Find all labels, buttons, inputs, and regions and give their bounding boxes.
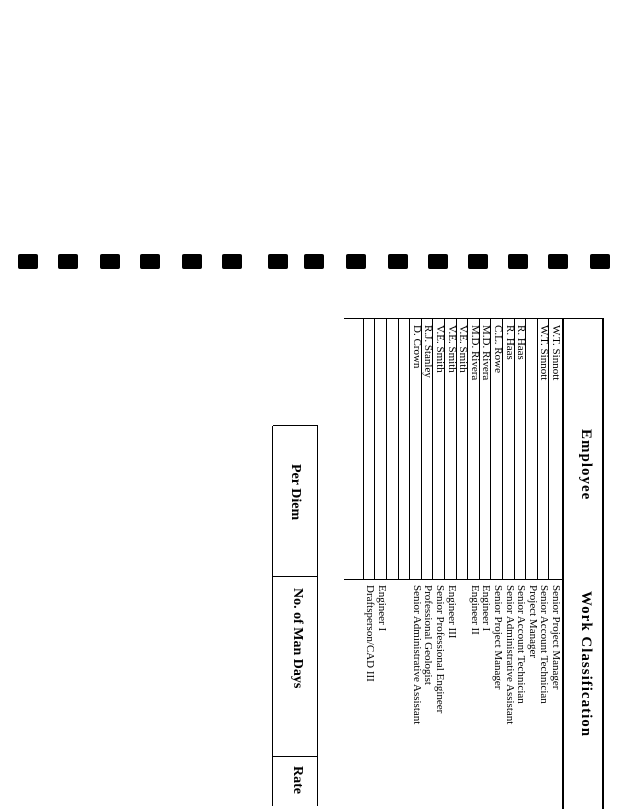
work-classification: Engineer I: [376, 585, 388, 632]
table-row: [456, 319, 470, 809]
employee-name: V.E. Smith: [434, 325, 446, 373]
header-man-days: No. of Man Days: [290, 588, 305, 689]
employee-name: M.D. Rivera: [468, 325, 481, 381]
work-classification: Draftsperson/CAD III: [364, 585, 377, 682]
table-row: [526, 319, 537, 809]
per-diem-divider: [273, 576, 317, 577]
row-rule: [374, 319, 375, 579]
employee-name: V.E. Smith: [457, 325, 470, 373]
employee-name: W.T. Sinnott: [550, 325, 562, 381]
row-rule: [363, 319, 364, 579]
table-row: [445, 319, 456, 809]
table-header: [562, 319, 602, 809]
work-classification: Senior Account Technician: [538, 585, 551, 704]
table-row: [398, 319, 409, 809]
header-work-classification: Work Classification: [578, 591, 594, 738]
work-classification: Senior Account Technician: [515, 585, 528, 704]
table-row: [537, 319, 551, 809]
per-diem-bottom-rule: [272, 426, 273, 806]
table-row: [549, 319, 560, 809]
table-row: [503, 319, 514, 809]
work-classification: Engineer II: [468, 585, 481, 635]
employee-name: R. Haas: [515, 325, 528, 360]
per-diem-table: [273, 425, 318, 806]
row-rule: [409, 319, 410, 579]
work-classification: Engineer I: [480, 585, 493, 632]
work-classification: Engineer III: [445, 585, 458, 639]
table-row: [410, 319, 421, 809]
employee-name: R. Haas: [503, 325, 516, 360]
work-classification: Senior Administrative Assistant: [503, 585, 516, 725]
table-row: [514, 319, 528, 809]
employee-name: D. Crown: [410, 325, 423, 369]
header-employee: Employee: [578, 429, 594, 501]
per-diem-divider: [273, 756, 317, 757]
table-row: [433, 319, 444, 809]
table-row: [375, 319, 386, 809]
table-row: [363, 319, 377, 809]
table-row: [387, 319, 398, 809]
table-row: [421, 319, 435, 809]
per-diem-title: Per Diem: [288, 464, 303, 521]
employee-name: V.E. Smith: [445, 325, 458, 373]
employee-name: W.T. Sinnott: [538, 325, 551, 381]
employee-name: M.D. Rivera: [480, 325, 493, 381]
employee-name: R.J. Stanley: [422, 325, 435, 378]
work-classification: Senior Professional Engineer: [434, 585, 446, 714]
row-rule: [537, 319, 538, 579]
header-rate: Rate: [290, 766, 305, 794]
row-rule: [386, 319, 387, 579]
work-classification: Senior Administrative Assistant: [410, 585, 423, 725]
employee-name: C.L. Rowe: [492, 325, 504, 373]
work-classification: Senior Project Manager: [492, 585, 504, 690]
table-row: [468, 319, 479, 809]
table-row: [479, 319, 493, 809]
table-row: [491, 319, 502, 809]
employee-classification-table: [344, 318, 604, 809]
work-classification: Project Manager: [526, 585, 539, 658]
work-classification: Professional Geologist: [422, 585, 435, 685]
work-classification: Senior Project Manager: [550, 585, 562, 690]
row-rule: [398, 319, 399, 579]
